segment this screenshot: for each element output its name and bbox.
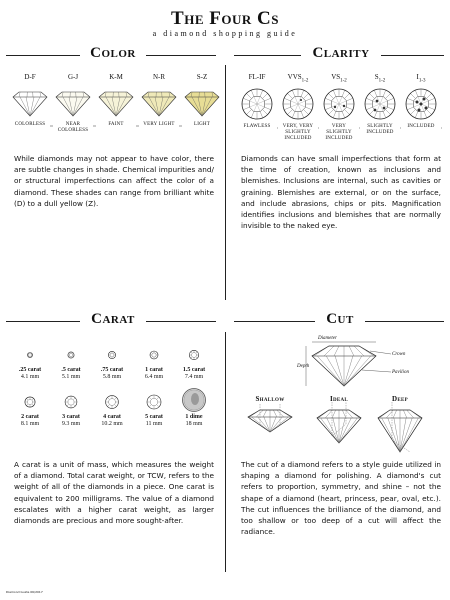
- color-diamond-icon: [142, 92, 176, 116]
- clarity-grade-main: I: [416, 73, 419, 81]
- inclusion-mark: [416, 101, 419, 104]
- carat-weight: 1 dime: [185, 414, 203, 420]
- clarity-grade-sub: 1-2: [378, 78, 386, 84]
- inclusion-mark: [334, 106, 336, 108]
- color-heading: Color: [80, 45, 146, 62]
- clarity-scale-label: INCLUDED: [401, 124, 441, 130]
- carat-diamond-icon: [65, 396, 77, 408]
- carat-weight: 5 carat: [145, 414, 163, 420]
- carat-diameter: 5.1 mm: [61, 374, 81, 380]
- carat-size-label: [10, 414, 50, 428]
- color-scale-label: COLORLESS: [10, 122, 50, 128]
- clarity-heading: Clarity: [301, 45, 381, 62]
- carat-size-label: [92, 414, 132, 428]
- cut-label-shallow: Shallow: [255, 395, 285, 403]
- color-diamond-icon: [56, 92, 90, 116]
- carat-size-label: [134, 367, 174, 381]
- carat-diamond-icon: [189, 350, 198, 359]
- carat-weight: 1 carat: [145, 367, 163, 373]
- inclusion-mark: [343, 105, 345, 107]
- carat-diameter: 9.3 mm: [61, 421, 81, 427]
- cut-paragraph: The cut of a diamond refers to a style guide utilized in shaping a diamond for polishing. A diamond's cut refers to proportion, symmetry, and shine – not the shape of a diamond (heart, princess, pear, oval, etc.). The cut influences the brilliance of the diamond, and too shallow or too deep of a cut will affect the radiance.: [241, 460, 441, 537]
- inclusion-mark: [418, 109, 421, 112]
- carat-diameter: 11 mm: [145, 421, 163, 427]
- clarity-grade-sub: 1-2: [301, 78, 309, 84]
- clarity-grade-label: [237, 73, 277, 83]
- pavilion-leader: [362, 370, 391, 372]
- clarity-scale-label: VERY SLIGHTLY INCLUDED: [319, 124, 359, 142]
- cut-anatomy-diagram: [312, 346, 376, 386]
- carat-size-label: [174, 367, 214, 381]
- color-diamond-icon: [185, 92, 219, 116]
- color-scale-label: NEAR COLORLESS: [53, 122, 93, 134]
- page-subtitle: a diamond shopping guide: [152, 29, 298, 38]
- crown-annotation: Crown: [392, 352, 406, 357]
- deep-cut-diagram: [378, 410, 422, 452]
- inclusion-mark: [374, 109, 377, 112]
- clarity-scale-label: FLAWLESS: [237, 124, 277, 130]
- color-diamond-icon: [99, 92, 133, 116]
- ideal-cut-diagram: [317, 410, 361, 443]
- clarity-grade-label: [319, 73, 359, 83]
- page-title: The Four Cs: [171, 8, 279, 29]
- carat-diameter: 6.4 mm: [144, 374, 164, 380]
- carat-size-label: [10, 367, 50, 381]
- clarity-scale-label: SLIGHTLY INCLUDED: [360, 124, 400, 136]
- inclusion-mark: [423, 98, 426, 101]
- depth-annotation: Depth: [297, 364, 310, 369]
- carat-weight: .25 carat: [18, 367, 42, 373]
- clarity-grade-main: S: [374, 73, 379, 81]
- carat-diameter: 7.4 mm: [184, 374, 204, 380]
- pavilion-annotation: Pavilion: [392, 370, 409, 375]
- carat-paragraph: A carat is a unit of mass, which measures the weight of a diamond. Total carat weight, or TCW, refers to the weight of all of the diamonds in a piece. One carat is equivalent to 200 milligrams. The value of a diamond escalates with a higher carat weight, as larger diamonds are precious and more sought-after.: [14, 460, 214, 526]
- clarity-diamond-icon: [365, 89, 395, 119]
- inclusion-mark: [376, 100, 379, 103]
- carat-diamond-icon: [106, 396, 119, 409]
- carat-diamond-icon: [150, 351, 158, 359]
- clarity-grade-label: [401, 73, 441, 83]
- clarity-diamond-icon: [242, 89, 272, 119]
- clarity-grade-main: VVS: [287, 73, 302, 81]
- shallow-cut-diagram: [248, 410, 292, 432]
- light-ray: [332, 402, 346, 436]
- carat-diamond-icon: [68, 352, 74, 358]
- clarity-grade-sub: 1-2: [340, 78, 347, 84]
- clarity-diamond-icon: [283, 89, 313, 119]
- carat-diameter: 4.1 mm: [20, 374, 40, 380]
- cut-heading: Cut: [315, 311, 365, 328]
- carat-diameter: 18 mm: [185, 421, 203, 427]
- carat-size-label: [174, 414, 214, 428]
- cut-label-ideal: Ideal: [329, 395, 349, 403]
- color-paragraph: While diamonds may not appear to have color, there are subtle changes in shade. Chemical impurities and/ or structural imperfections can affect the color of a diamond. These shades can range from brilliant white (D) to a dull yellow (Z).: [14, 154, 214, 208]
- color-scale-label: VERY LIGHT: [139, 122, 179, 128]
- color-grade-label: S-Z: [196, 73, 208, 81]
- clarity-grade-sub: 1-3: [418, 78, 426, 84]
- carat-weight: 2 carat: [21, 414, 39, 420]
- carat-diameter: 8.1 mm: [20, 421, 40, 427]
- clarity-grade-label: [278, 73, 318, 83]
- diameter-annotation: Diameter: [318, 336, 337, 341]
- color-grade-label: D-F: [24, 73, 36, 81]
- footer-credit: Diamond Guide 06/2017: [6, 590, 43, 594]
- color-grade-label: K-M: [109, 73, 123, 81]
- clarity-grade-label: [360, 73, 400, 83]
- carat-weight: 1.5 carat: [182, 367, 206, 373]
- carat-weight: .5 carat: [61, 367, 81, 373]
- clarity-scale-label: VERY, VERY SLIGHTLY INCLUDED: [278, 124, 318, 142]
- clarity-diamond-icon: [324, 89, 354, 119]
- carat-heading: Carat: [80, 311, 146, 328]
- inclusion-mark: [425, 107, 428, 110]
- inclusion-mark: [420, 103, 423, 106]
- color-scale-label: LIGHT: [182, 122, 222, 128]
- clarity-diamond-icon: [406, 89, 436, 119]
- carat-diamond-icon: [28, 353, 33, 358]
- bottom-vertical-divider: [225, 332, 226, 572]
- color-grade-label: N-R: [152, 73, 166, 81]
- clarity-grade-main: FL-IF: [248, 73, 266, 81]
- cut-label-deep: Deep: [392, 395, 408, 403]
- light-ray: [392, 402, 410, 452]
- carat-weight: 3 carat: [62, 414, 80, 420]
- crown-leader: [370, 351, 391, 354]
- color-diamond-icon: [13, 92, 47, 116]
- carat-diamond-icon: [147, 395, 161, 409]
- inclusion-mark: [300, 99, 302, 101]
- carat-size-label: [51, 367, 91, 381]
- top-vertical-divider: [225, 65, 226, 300]
- carat-diameter: 5.8 mm: [102, 374, 122, 380]
- clarity-paragraph: Diamonds can have small imperfections that form at the time of creation, known as inclusions and blemishes. Inclusions are internal, such as cavities or graining. Blemishes are external, or on the surface, and include abrasions, chips or pits. Magnification identifies inclusions and blemishes that are normally invisible to the naked eye.: [241, 154, 441, 231]
- carat-diameter: 10.2 mm: [101, 421, 123, 427]
- carat-diamond-icon: [108, 351, 115, 358]
- carat-weight: 4 carat: [103, 414, 121, 420]
- carat-weight: .75 carat: [100, 367, 124, 373]
- color-scale-label: FAINT: [96, 122, 136, 128]
- carat-size-label: [92, 367, 132, 381]
- inclusion-mark: [383, 107, 386, 110]
- dime-coin-icon: [183, 389, 206, 412]
- carat-diamond-icon: [25, 397, 35, 407]
- color-grade-label: G-J: [67, 73, 79, 81]
- carat-size-label: [51, 414, 91, 428]
- clarity-grade-main: VS: [331, 73, 341, 81]
- carat-size-label: [134, 414, 174, 428]
